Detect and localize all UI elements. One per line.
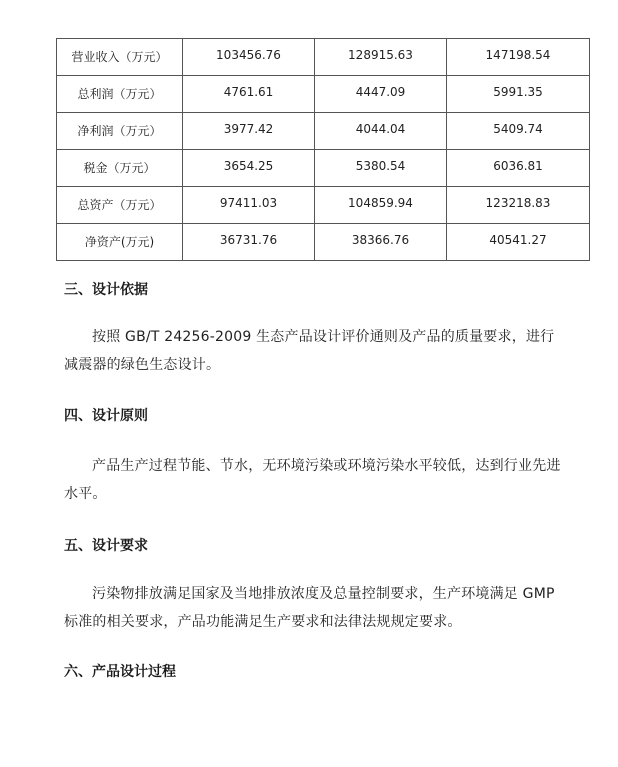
value-cell: 128915.63 [315,39,447,76]
section-heading-design-process: 六、产品设计过程 [64,664,176,680]
value-cell: 4761.61 [183,76,315,113]
row-label-cell: 营业收入（万元） [57,39,183,76]
table-row [57,224,590,261]
section-heading-design-principles: 四、设计原则 [64,408,148,424]
value-cell: 147198.54 [447,39,590,76]
section-paragraph-design-basis: 按照 GB/T 24256-2009 生态产品设计评价通则及产品的质量要求，进行减震器的绿色生态设计。 [64,329,555,373]
table-row [57,39,590,76]
value-cell: 4447.09 [315,76,447,113]
row-label-cell: 净利润（万元） [57,113,183,150]
table-row [57,187,590,224]
section-paragraph-design-principles: 产品生产过程节能、节水，无环境污染或环境污染水平较低，达到行业先进水平。 [64,458,561,502]
value-cell: 97411.03 [183,187,315,224]
section-paragraph-design-requirements: 污染物排放满足国家及当地排放浓度及总量控制要求，生产环境满足 GMP 标准的相关要求，产品功能满足生产要求和法律法规规定要求。 [64,586,555,630]
value-cell: 40541.27 [447,224,590,261]
value-cell: 4044.04 [315,113,447,150]
value-cell: 36731.76 [183,224,315,261]
value-cell: 5380.54 [315,150,447,187]
section-heading-design-requirements: 五、设计要求 [64,538,148,554]
value-cell: 5409.74 [447,113,590,150]
table-row [57,113,590,150]
value-cell: 5991.35 [447,76,590,113]
value-cell: 3654.25 [183,150,315,187]
table-row [57,76,590,113]
row-label-cell: 税金（万元） [57,150,183,187]
value-cell: 6036.81 [447,150,590,187]
value-cell: 104859.94 [315,187,447,224]
value-cell: 38366.76 [315,224,447,261]
table-row [57,150,590,187]
value-cell: 103456.76 [183,39,315,76]
row-label-cell: 总资产（万元） [57,187,183,224]
row-label-cell: 净资产(万元) [57,224,183,261]
value-cell: 123218.83 [447,187,590,224]
row-label-cell: 总利润（万元） [57,76,183,113]
section-heading-design-basis: 三、设计依据 [64,282,148,298]
value-cell: 3977.42 [183,113,315,150]
financial-table [56,38,590,261]
